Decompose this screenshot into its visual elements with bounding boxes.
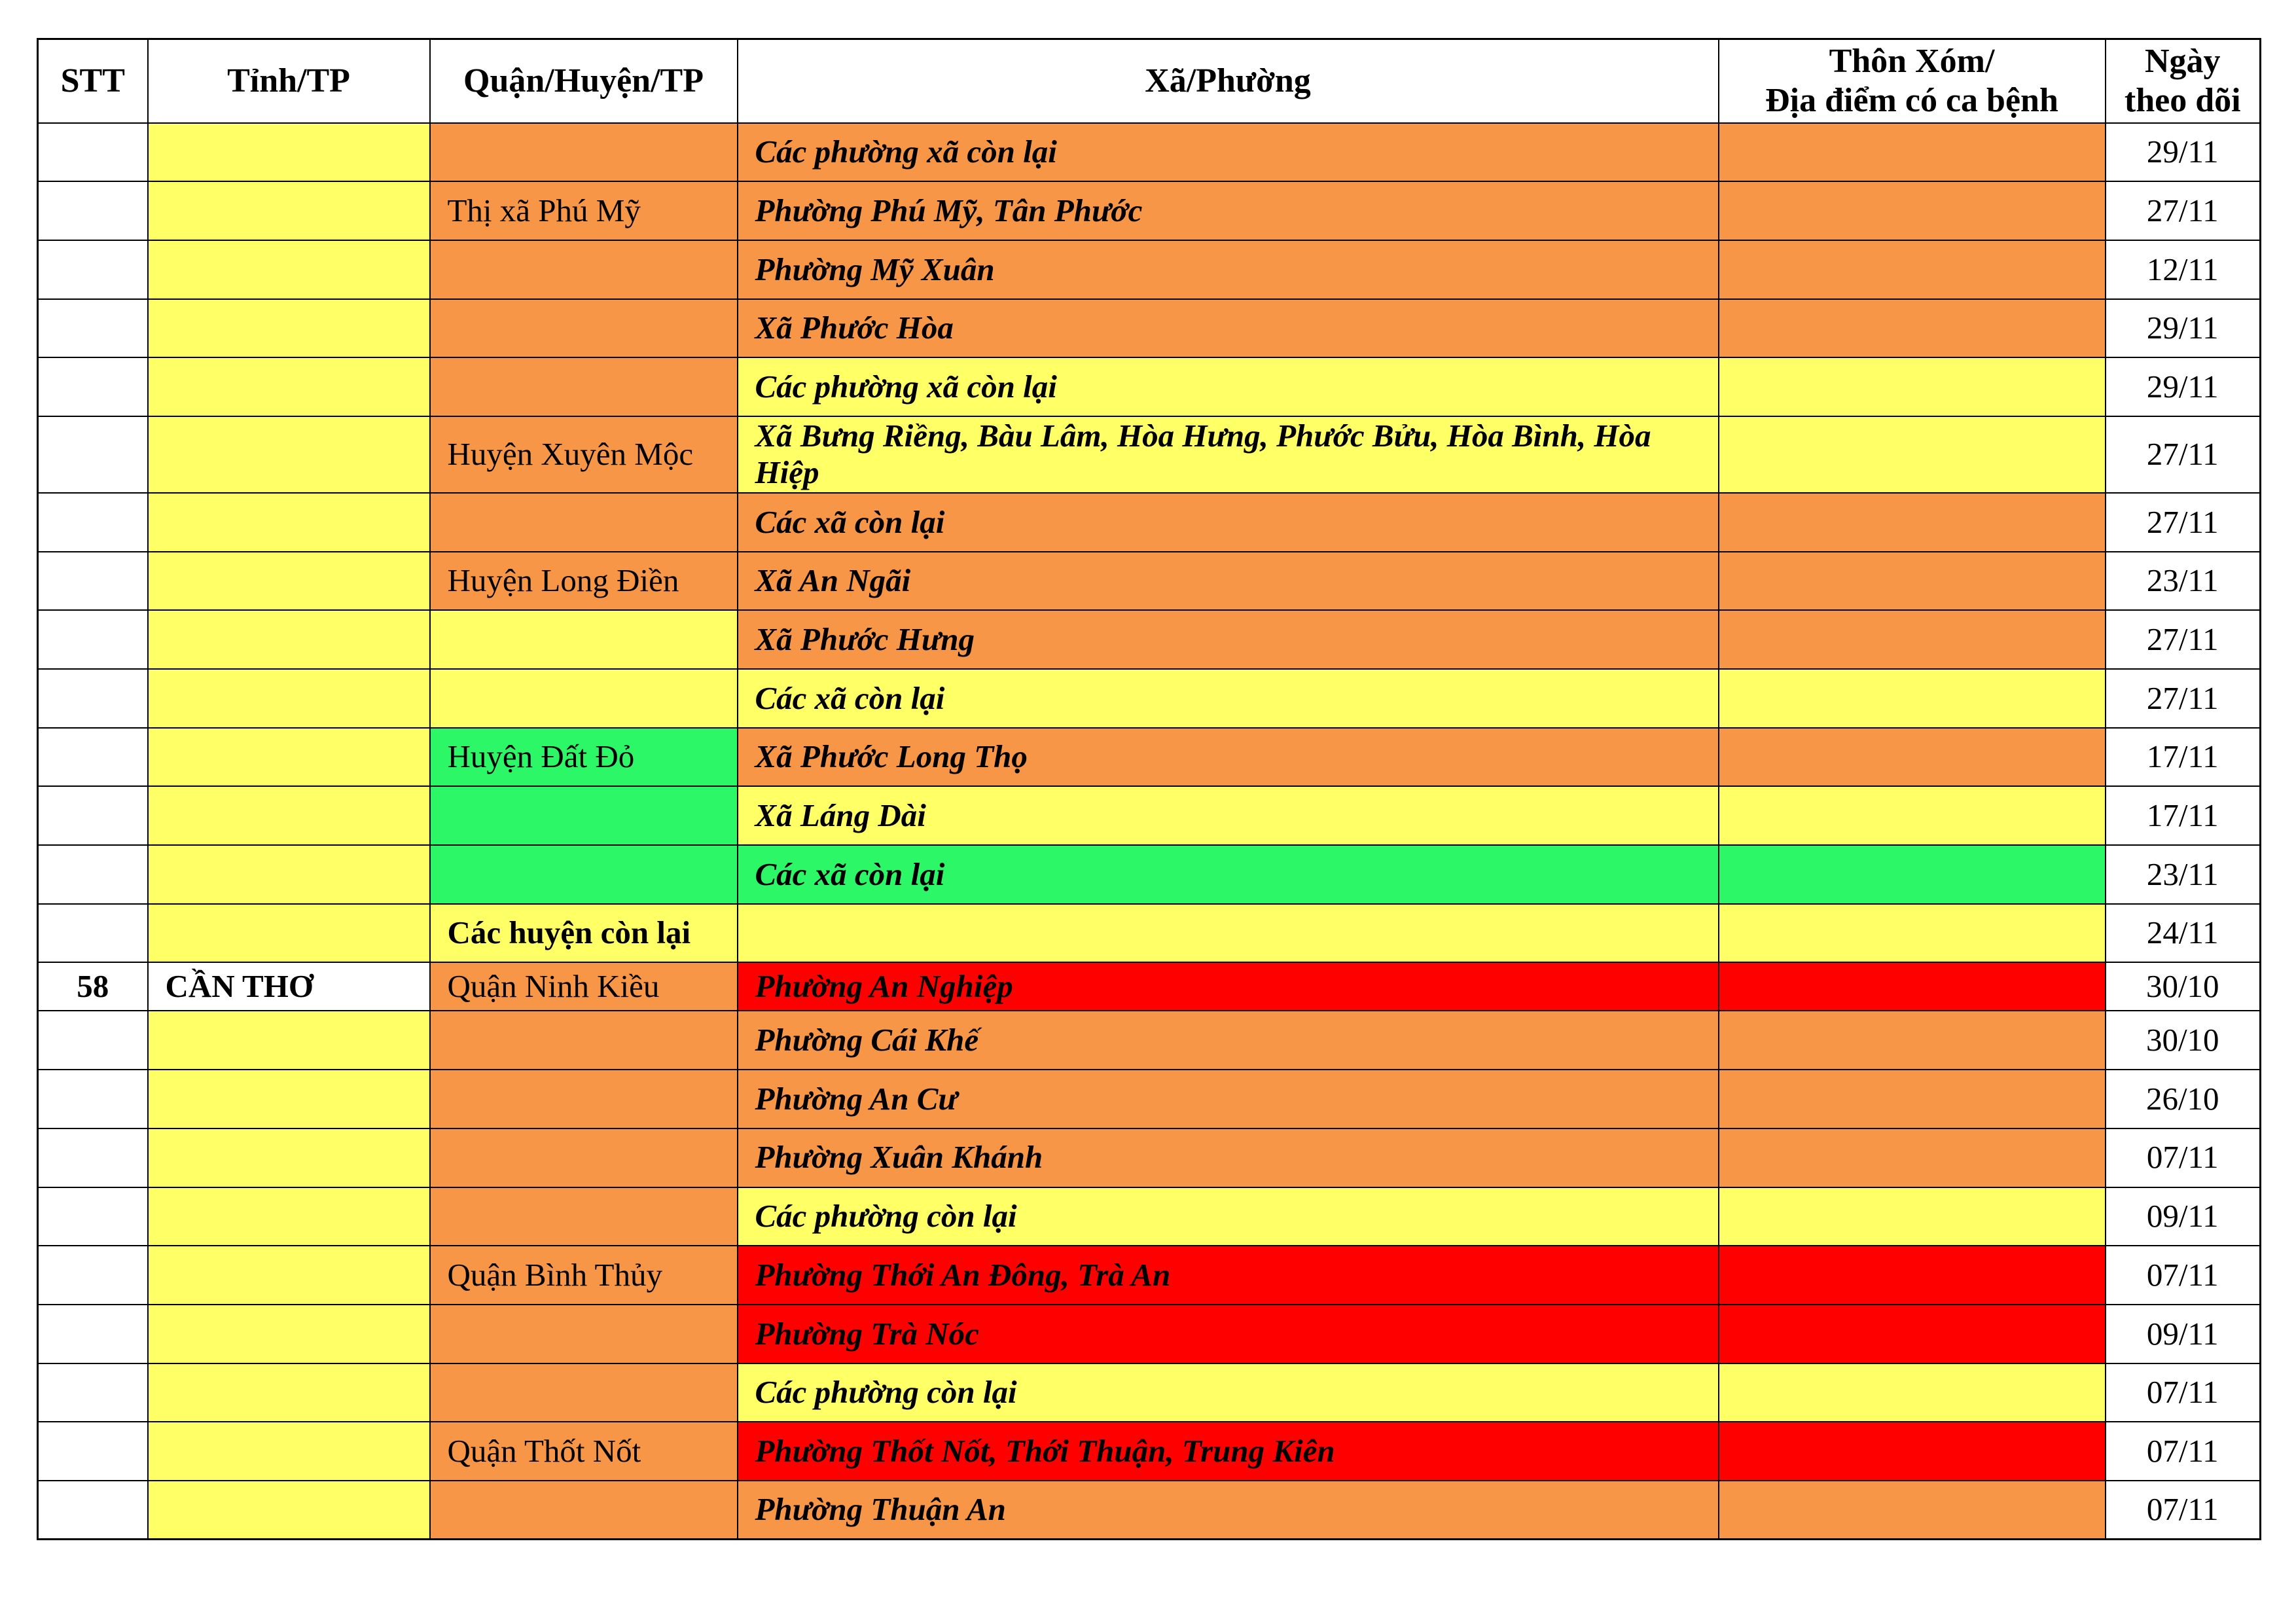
- table-row: [38, 416, 2261, 493]
- date-cell: 07/11: [2106, 1128, 2261, 1187]
- stt-cell: [38, 416, 148, 493]
- date-cell: 30/10: [2106, 1011, 2261, 1070]
- ward-cell: Xã Bưng Riềng, Bàu Lâm, Hòa Hưng, Phước Bửu, Hòa Bình, Hòa Hiệp: [738, 416, 1719, 493]
- district-cell: [430, 493, 738, 552]
- table-row: [38, 904, 2261, 963]
- hamlet-cell: [1719, 1070, 2106, 1128]
- table-row: [38, 299, 2261, 358]
- province-cell: [148, 123, 430, 182]
- ward-cell: Xã Phước Hòa: [738, 299, 1719, 358]
- hamlet-cell: [1719, 1011, 2106, 1070]
- date-cell: 07/11: [2106, 1246, 2261, 1305]
- stt-cell: [38, 240, 148, 299]
- header-district: Quận/Huyện/TP: [430, 39, 738, 123]
- date-cell: 30/10: [2106, 962, 2261, 1011]
- date-cell: 09/11: [2106, 1305, 2261, 1363]
- date-cell: 07/11: [2106, 1422, 2261, 1481]
- province-cell: [148, 357, 430, 416]
- ward-cell: [738, 904, 1719, 963]
- district-cell: Thị xã Phú Mỹ: [430, 181, 738, 240]
- province-cell: [148, 1128, 430, 1187]
- table-row: [38, 1011, 2261, 1070]
- header-date-line1: Ngày: [2144, 42, 2221, 80]
- ward-cell: Xã An Ngãi: [738, 552, 1719, 611]
- stt-cell: [38, 357, 148, 416]
- date-cell: 07/11: [2106, 1363, 2261, 1422]
- stt-cell: [38, 669, 148, 728]
- ward-cell: Phường Trà Nóc: [738, 1305, 1719, 1363]
- hamlet-cell: [1719, 1246, 2106, 1305]
- stt-cell: [38, 552, 148, 611]
- header-province: Tỉnh/TP: [148, 39, 430, 123]
- hamlet-cell: [1719, 1128, 2106, 1187]
- province-cell: [148, 299, 430, 358]
- ward-cell: Phường Thuận An: [738, 1481, 1719, 1540]
- header-row: [38, 39, 2261, 123]
- district-cell: [430, 669, 738, 728]
- date-cell: 17/11: [2106, 728, 2261, 787]
- hamlet-cell: [1719, 299, 2106, 358]
- stt-cell: [38, 845, 148, 904]
- province-cell: [148, 1305, 430, 1363]
- header-hamlet: [1719, 39, 2106, 123]
- hamlet-cell: [1719, 904, 2106, 963]
- district-cell: Huyện Long Điền: [430, 552, 738, 611]
- date-cell: 27/11: [2106, 669, 2261, 728]
- province-cell: [148, 493, 430, 552]
- district-cell: Huyện Đất Đỏ: [430, 728, 738, 787]
- stt-cell: 58: [38, 962, 148, 1011]
- header-date: [2106, 39, 2261, 123]
- table-row: [38, 786, 2261, 845]
- stt-cell: [38, 1187, 148, 1246]
- hamlet-cell: [1719, 123, 2106, 182]
- stt-cell: [38, 610, 148, 669]
- stt-cell: [38, 1011, 148, 1070]
- stt-cell: [38, 1246, 148, 1305]
- stt-cell: [38, 493, 148, 552]
- district-cell: [430, 845, 738, 904]
- stt-cell: [38, 1481, 148, 1540]
- province-cell: [148, 1422, 430, 1481]
- district-cell: Quận Thốt Nốt: [430, 1422, 738, 1481]
- ward-cell: Phường Mỹ Xuân: [738, 240, 1719, 299]
- district-cell: Huyện Xuyên Mộc: [430, 416, 738, 493]
- district-cell: Quận Ninh Kiều: [430, 962, 738, 1011]
- hamlet-cell: [1719, 728, 2106, 787]
- table-row: [38, 357, 2261, 416]
- table-row: [38, 1246, 2261, 1305]
- stt-cell: [38, 1305, 148, 1363]
- table-row: [38, 610, 2261, 669]
- stt-cell: [38, 1363, 148, 1422]
- district-cell: [430, 1070, 738, 1128]
- hamlet-cell: [1719, 416, 2106, 493]
- hamlet-cell: [1719, 786, 2106, 845]
- hamlet-cell: [1719, 357, 2106, 416]
- hamlet-cell: [1719, 240, 2106, 299]
- table-row: [38, 123, 2261, 182]
- stt-cell: [38, 299, 148, 358]
- stt-cell: [38, 786, 148, 845]
- province-cell: [148, 845, 430, 904]
- stt-cell: [38, 728, 148, 787]
- ward-cell: Phường Thới An Đông, Trà An: [738, 1246, 1719, 1305]
- district-cell: [430, 1011, 738, 1070]
- date-cell: 24/11: [2106, 904, 2261, 963]
- table-row: [38, 552, 2261, 611]
- table-row: [38, 1422, 2261, 1481]
- hamlet-cell: [1719, 181, 2106, 240]
- ward-cell: Các phường xã còn lại: [738, 357, 1719, 416]
- table-row: [38, 493, 2261, 552]
- ward-cell: Phường Phú Mỹ, Tân Phước: [738, 181, 1719, 240]
- ward-cell: Xã Láng Dài: [738, 786, 1719, 845]
- province-cell: [148, 1246, 430, 1305]
- table-row: [38, 181, 2261, 240]
- table-row: [38, 669, 2261, 728]
- province-cell: [148, 1011, 430, 1070]
- ward-cell: Các xã còn lại: [738, 845, 1719, 904]
- ward-cell: Các phường còn lại: [738, 1363, 1719, 1422]
- date-cell: 12/11: [2106, 240, 2261, 299]
- date-cell: 27/11: [2106, 493, 2261, 552]
- stt-cell: [38, 1422, 148, 1481]
- date-cell: 23/11: [2106, 552, 2261, 611]
- ward-cell: Phường An Nghiệp: [738, 962, 1719, 1011]
- table-row: [38, 1128, 2261, 1187]
- hamlet-cell: [1719, 1305, 2106, 1363]
- date-cell: 07/11: [2106, 1481, 2261, 1540]
- province-cell: [148, 552, 430, 611]
- hamlet-cell: [1719, 962, 2106, 1011]
- date-cell: 29/11: [2106, 123, 2261, 182]
- district-cell: [430, 357, 738, 416]
- stt-cell: [38, 1070, 148, 1128]
- province-cell: [148, 610, 430, 669]
- ward-cell: Phường Xuân Khánh: [738, 1128, 1719, 1187]
- province-cell: [148, 181, 430, 240]
- province-cell: [148, 669, 430, 728]
- date-cell: 17/11: [2106, 786, 2261, 845]
- province-cell: [148, 728, 430, 787]
- header-stt: STT: [38, 39, 148, 123]
- tracking-table: [37, 38, 2261, 1540]
- province-cell: CẦN THƠ: [148, 962, 430, 1011]
- date-cell: 26/10: [2106, 1070, 2261, 1128]
- date-cell: 27/11: [2106, 610, 2261, 669]
- table-row: [38, 728, 2261, 787]
- district-cell: [430, 1363, 738, 1422]
- province-cell: [148, 786, 430, 845]
- province-cell: [148, 904, 430, 963]
- date-cell: 23/11: [2106, 845, 2261, 904]
- date-cell: 27/11: [2106, 416, 2261, 493]
- header-date-line2: theo dõi: [2124, 81, 2241, 119]
- table-row: [38, 1363, 2261, 1422]
- ward-cell: Các xã còn lại: [738, 493, 1719, 552]
- table-row: [38, 1070, 2261, 1128]
- district-cell: [430, 1187, 738, 1246]
- ward-cell: Các phường còn lại: [738, 1187, 1719, 1246]
- date-cell: 27/11: [2106, 181, 2261, 240]
- date-cell: 29/11: [2106, 357, 2261, 416]
- hamlet-cell: [1719, 1481, 2106, 1540]
- stt-cell: [38, 1128, 148, 1187]
- ward-cell: Các xã còn lại: [738, 669, 1719, 728]
- date-cell: 29/11: [2106, 299, 2261, 358]
- hamlet-cell: [1719, 669, 2106, 728]
- province-cell: [148, 1187, 430, 1246]
- hamlet-cell: [1719, 1187, 2106, 1246]
- district-cell: [430, 299, 738, 358]
- table-row: [38, 1187, 2261, 1246]
- hamlet-cell: [1719, 610, 2106, 669]
- province-cell: [148, 416, 430, 493]
- ward-cell: Phường An Cư: [738, 1070, 1719, 1128]
- header-hamlet-line1: Thôn Xóm/: [1829, 42, 1995, 80]
- hamlet-cell: [1719, 845, 2106, 904]
- district-cell: [430, 1128, 738, 1187]
- district-cell: Quận Bình Thủy: [430, 1246, 738, 1305]
- province-cell: [148, 1363, 430, 1422]
- district-cell: [430, 610, 738, 669]
- table-row: [38, 962, 2261, 1011]
- hamlet-cell: [1719, 552, 2106, 611]
- table-row: [38, 1481, 2261, 1540]
- district-cell: Các huyện còn lại: [430, 904, 738, 963]
- table-row: [38, 240, 2261, 299]
- date-cell: 09/11: [2106, 1187, 2261, 1246]
- ward-cell: Phường Cái Khế: [738, 1011, 1719, 1070]
- hamlet-cell: [1719, 1363, 2106, 1422]
- district-cell: [430, 1305, 738, 1363]
- header-ward: Xã/Phường: [738, 39, 1719, 123]
- hamlet-cell: [1719, 493, 2106, 552]
- ward-cell: Xã Phước Long Thọ: [738, 728, 1719, 787]
- province-cell: [148, 1070, 430, 1128]
- stt-cell: [38, 904, 148, 963]
- stt-cell: [38, 123, 148, 182]
- district-cell: [430, 786, 738, 845]
- table-row: [38, 845, 2261, 904]
- district-cell: [430, 240, 738, 299]
- header-hamlet-line2: Địa điểm có ca bệnh: [1765, 81, 2058, 119]
- stt-cell: [38, 181, 148, 240]
- district-cell: [430, 123, 738, 182]
- district-cell: [430, 1481, 738, 1540]
- ward-cell: Xã Phước Hưng: [738, 610, 1719, 669]
- province-cell: [148, 1481, 430, 1540]
- table-row: [38, 1305, 2261, 1363]
- ward-cell: Các phường xã còn lại: [738, 123, 1719, 182]
- province-cell: [148, 240, 430, 299]
- ward-cell: Phường Thốt Nốt, Thới Thuận, Trung Kiên: [738, 1422, 1719, 1481]
- hamlet-cell: [1719, 1422, 2106, 1481]
